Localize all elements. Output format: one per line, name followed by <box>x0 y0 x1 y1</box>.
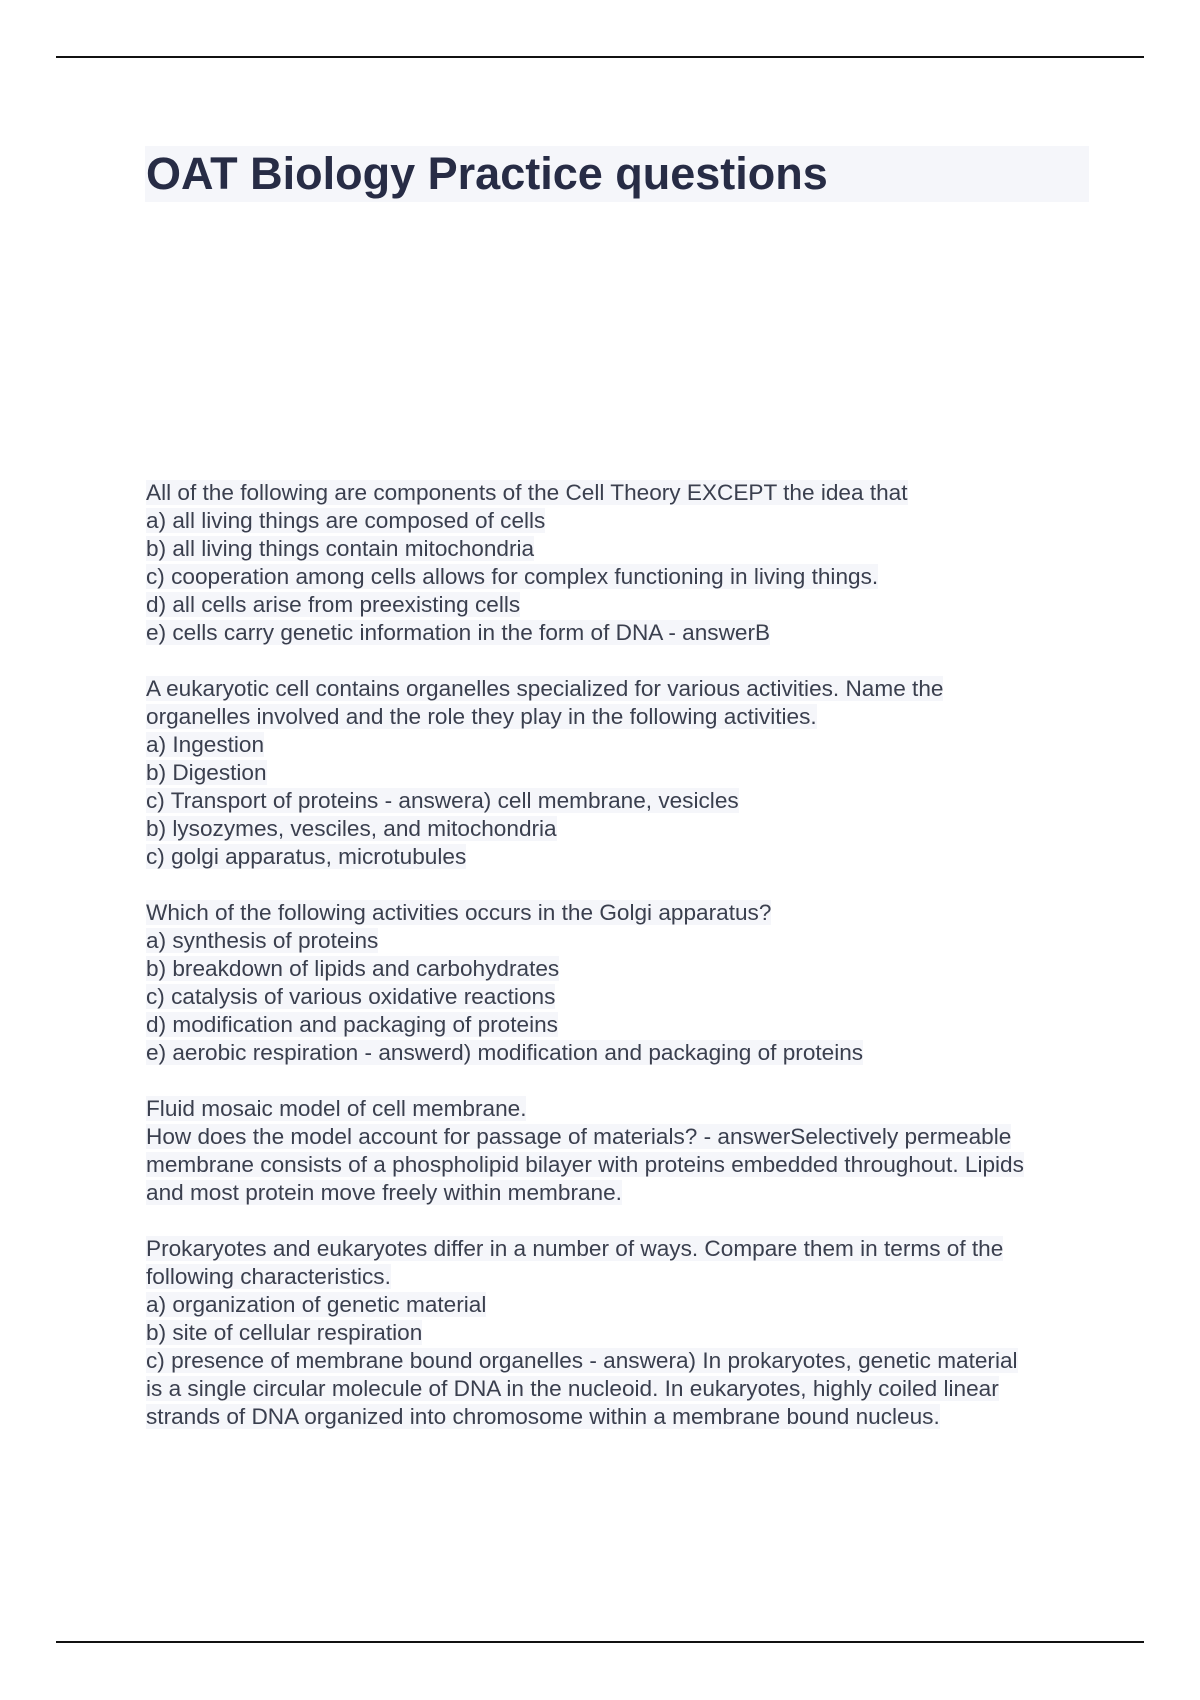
question-2-line: b) lysozymes, vesciles, and mitochondria <box>146 816 557 841</box>
question-3-line: e) aerobic respiration - answerd) modification and packaging of proteins <box>146 1040 864 1065</box>
question-5-line: following characteristics. <box>146 1264 391 1289</box>
question-2-line: c) golgi apparatus, microtubules <box>146 844 467 869</box>
question-5-line: c) presence of membrane bound organelles - answera) In prokaryotes, genetic material <box>146 1348 1018 1373</box>
page-title: OAT Biology Practice questions <box>146 148 828 199</box>
question-1-line: d) all cells arise from preexisting cells <box>146 592 521 617</box>
question-5-line: is a single circular molecule of DNA in the nucleoid. In eukaryotes, highly coiled linear <box>146 1376 999 1401</box>
top-rule <box>56 56 1144 58</box>
question-2-line: A eukaryotic cell contains organelles specialized for various activities. Name the <box>146 676 944 701</box>
question-5-line: a) organization of genetic material <box>146 1292 487 1317</box>
question-4-line: How does the model account for passage of materials? - answerSelectively permeable <box>146 1124 1012 1149</box>
question-4-line: and most protein move freely within membrane. <box>146 1180 622 1205</box>
question-1-line: b) all living things contain mitochondria <box>146 536 535 561</box>
question-2-line: organelles involved and the role they play in the following activities. <box>146 704 817 729</box>
question-2-line: c) Transport of proteins - answera) cell membrane, vesicles <box>146 788 739 813</box>
question-3-line: a) synthesis of proteins <box>146 928 379 953</box>
question-3 <box>146 899 1090 1067</box>
question-4-line: Fluid mosaic model of cell membrane. <box>146 1096 527 1121</box>
question-5-line: strands of DNA organized into chromosome within a membrane bound nucleus. <box>146 1404 940 1429</box>
question-3-line: Which of the following activities occurs in the Golgi apparatus? <box>146 900 772 925</box>
question-3-line: b) breakdown of lipids and carbohydrates <box>146 956 560 981</box>
question-1-line: c) cooperation among cells allows for complex functioning in living things. <box>146 564 879 589</box>
question-2 <box>146 675 1090 871</box>
question-2-line: b) Digestion <box>146 760 267 785</box>
question-5-line: Prokaryotes and eukaryotes differ in a number of ways. Compare them in terms of the <box>146 1236 1004 1261</box>
question-2-line: a) Ingestion <box>146 732 265 757</box>
question-1-line: a) all living things are composed of cells <box>146 508 546 533</box>
bottom-rule <box>56 1641 1144 1643</box>
question-1-line: e) cells carry genetic information in the form of DNA - answerB <box>146 620 771 645</box>
question-4-line: membrane consists of a phospholipid bilayer with proteins embedded throughout. Lipids <box>146 1152 1024 1177</box>
questions-list <box>146 479 1090 1459</box>
question-3-line: c) catalysis of various oxidative reactions <box>146 984 556 1009</box>
question-1-line: All of the following are components of the Cell Theory EXCEPT the idea that <box>146 480 908 505</box>
question-3-line: d) modification and packaging of proteins <box>146 1012 558 1037</box>
question-1 <box>146 479 1090 647</box>
question-5-line: b) site of cellular respiration <box>146 1320 423 1345</box>
question-5 <box>146 1235 1090 1431</box>
question-4 <box>146 1095 1090 1207</box>
